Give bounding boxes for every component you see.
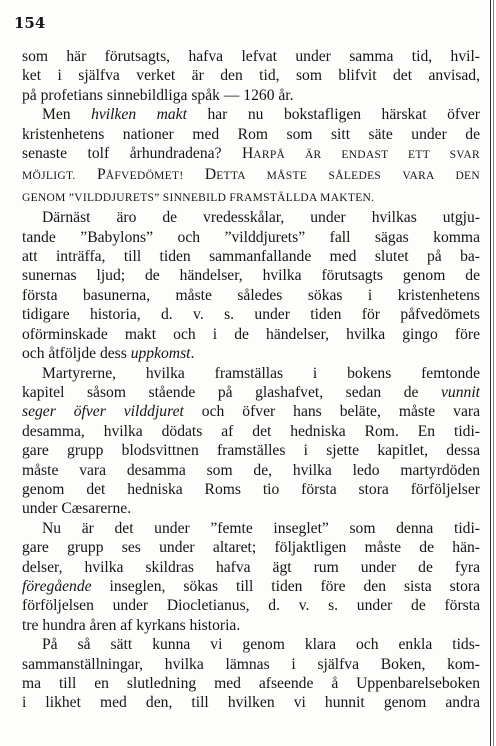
text-segment: har nu bokstafligen härskat öfver xyxy=(186,106,480,124)
text-line xyxy=(22,344,480,363)
text-segment: under Cæsarerne. xyxy=(22,500,132,518)
text-segment: i likhet med den, till hvilken vi hunnit genom andra xyxy=(22,694,480,712)
text-segment: På så sätt kunna vi genom klara och enkla tids- xyxy=(42,636,480,654)
text-segment: tidigare historia, d. v. s. under tiden för påfvedömets xyxy=(22,306,480,324)
small-caps-text: GENOM ”VILDDJURETS” SINNEBILD FRAMSTÄLLDA MAKTEN. xyxy=(22,191,375,204)
body-text xyxy=(22,47,480,713)
text-line xyxy=(22,499,480,518)
text-segment: som här förutsagts, hafva lefvat under samma tid, hvil- xyxy=(22,48,480,65)
text-segment: Därnäst äro de vredesskålar, under hvilkas utgju- xyxy=(42,209,480,227)
text-line xyxy=(22,165,480,186)
text-line xyxy=(22,266,480,285)
text-line xyxy=(22,693,480,712)
text-segment: D xyxy=(204,166,217,184)
text-line xyxy=(22,383,480,402)
text-segment: och åtföljde dess xyxy=(22,345,131,363)
text-line xyxy=(22,305,480,324)
text-line xyxy=(22,144,480,165)
text-segment: P xyxy=(97,166,106,184)
text-line xyxy=(22,538,480,557)
text-line xyxy=(22,461,480,480)
text-segment: kapitel såsom stående på glashafvet, sedan de xyxy=(22,383,442,401)
text-segment: H xyxy=(242,145,254,163)
text-line xyxy=(22,364,480,383)
text-segment: måste vara desamma som de, hvilka ledo martyrdöden xyxy=(22,461,480,479)
text-segment: att inträffa, till tiden sammanfallande med slutet på ba- xyxy=(22,248,480,266)
text-segment: ma till en slutledning med afseende å Uppenbarelseboken xyxy=(22,675,480,692)
text-line xyxy=(22,422,480,441)
text-line xyxy=(22,286,480,305)
text-segment: gare grupp blodsvittnen framställes i sjette kapitlet, dessa xyxy=(22,442,480,460)
text-line xyxy=(22,480,480,499)
text-segment: Men xyxy=(42,106,92,124)
text-line xyxy=(22,577,480,596)
text-line xyxy=(22,655,480,674)
text-segment: genom det hedniska Roms tio första stora förföljelser xyxy=(22,480,480,498)
text-segment: sammanställningar, hvilka lämnas i själfva Boken, kom- xyxy=(22,655,480,673)
text-segment: . xyxy=(190,345,195,363)
page-edge-line xyxy=(490,0,491,746)
italic-text: uppkomst xyxy=(130,345,191,363)
text-line xyxy=(22,674,480,693)
text-segment: oförminskade makt och i de händelser, hvilka gingo före xyxy=(22,325,480,343)
text-line xyxy=(22,558,480,577)
italic-text: vunnit xyxy=(441,383,480,401)
text-line xyxy=(22,208,480,227)
italic-text: seger öfver vilddjuret xyxy=(22,403,184,421)
page-edge-shadow xyxy=(493,0,494,746)
small-caps-text: ÅFVEDÖMET! xyxy=(105,170,205,183)
text-line xyxy=(22,86,480,105)
text-segment: kristenhetens nationer med Rom som sitt säte under de xyxy=(22,125,480,143)
text-segment: sunernas ljud; de händelser, hvilka förutsagts genom de xyxy=(22,267,480,285)
text-line xyxy=(22,325,480,344)
text-segment: inseglen, sökas till tiden före den sista stora xyxy=(91,577,480,595)
text-segment: Martyrerne, hvilka framställas i bokens femtonde xyxy=(42,364,480,382)
text-line xyxy=(22,66,480,85)
italic-text: hvilken makt xyxy=(91,106,187,124)
text-line xyxy=(22,596,480,615)
small-caps-text: MÖJLIGT. xyxy=(22,170,98,183)
text-line xyxy=(22,616,480,635)
text-segment: delser, hvilka skildras hafva ägt rum under de fyra xyxy=(22,558,480,576)
page-number: 154 xyxy=(14,14,46,32)
text-line xyxy=(22,635,480,654)
small-caps-text: ETTA MÅSTE SÅLEDES VARA DEN xyxy=(216,170,480,183)
text-segment: gare grupp ses under altaret; följaktligen måste de hän- xyxy=(22,539,480,557)
text-line xyxy=(22,441,480,460)
italic-text: föregående xyxy=(22,577,92,595)
text-line xyxy=(22,105,480,124)
text-line xyxy=(22,187,480,208)
small-caps-text: ARPÅ ÄR ENDAST ETT SVAR xyxy=(253,149,480,162)
text-segment: Nu är det under ”femte inseglet” som denna tidi- xyxy=(42,519,480,537)
text-segment: första basunerna, måste således sökas i kristenhetens xyxy=(22,286,480,304)
text-line xyxy=(22,125,480,144)
text-line xyxy=(22,247,480,266)
text-segment: senaste tolf århundradena? xyxy=(22,145,243,163)
text-line xyxy=(22,228,480,247)
text-segment: och öfver hans beläte, måste vara xyxy=(183,403,480,421)
text-segment: förföljelsen under Diocletianus, d. v. s. under de första xyxy=(22,597,480,615)
text-line xyxy=(22,47,480,66)
text-segment: tande ”Babylons” och ”vilddjurets” fall sägas komma xyxy=(22,228,480,246)
text-segment: ket i själfva verket är den tid, som blifvit det anvisad, xyxy=(22,67,480,85)
text-line xyxy=(22,519,480,538)
text-segment: tre hundra åren af kyrkans historia. xyxy=(22,616,241,634)
text-segment: desamma, hvilka dödats af det hedniska Rom. En tidi- xyxy=(22,422,480,440)
text-segment: på profetians sinnebildliga spåk — 1260 år. xyxy=(22,86,294,104)
text-line xyxy=(22,402,480,421)
